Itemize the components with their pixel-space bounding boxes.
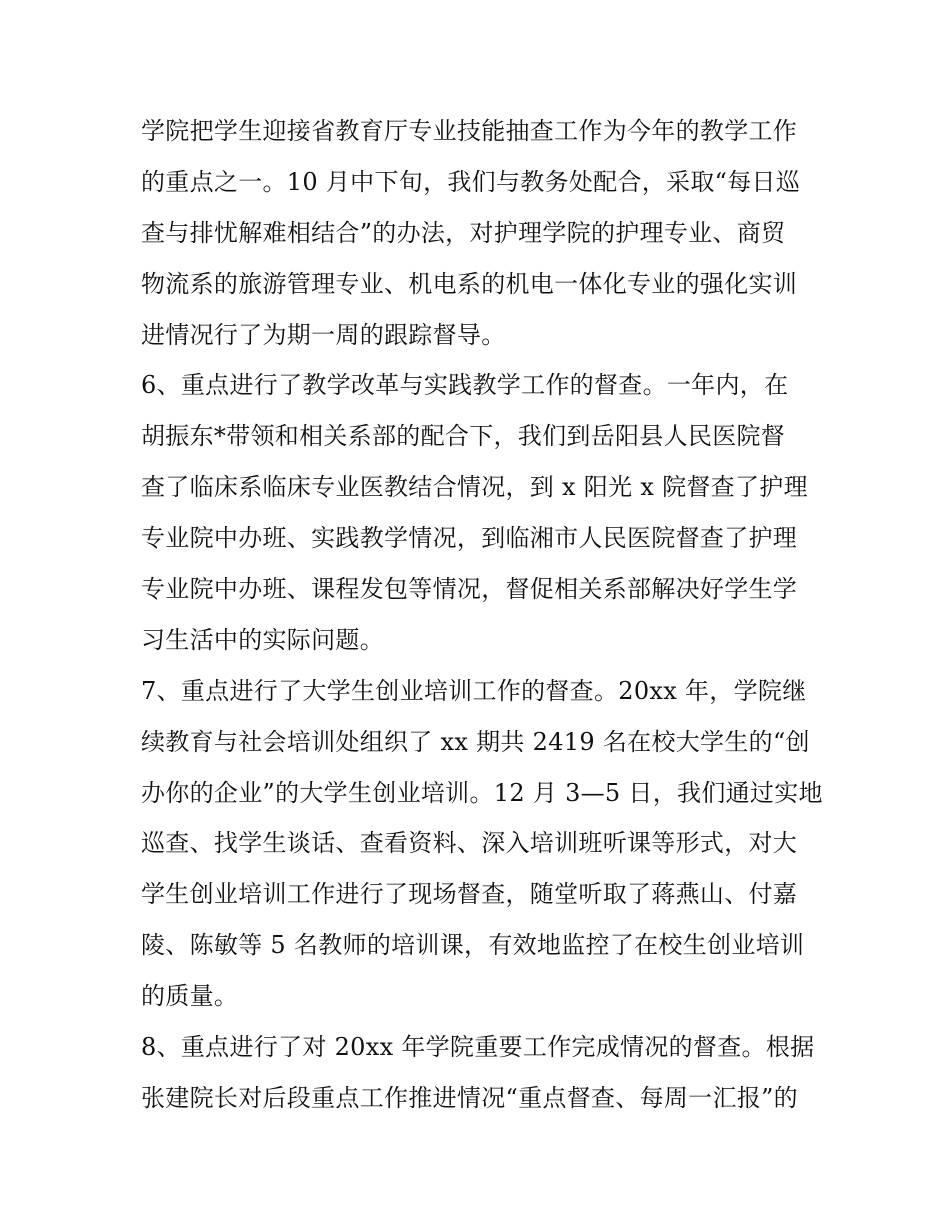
text-line: 查了临床系临床专业医教结合情况，到 x 阳光 x 院督查了护理 xyxy=(141,473,808,502)
text-line: 8、重点进行了对 20xx 年学院重要工作完成情况的督查。根据 xyxy=(141,1033,815,1062)
text-line: 7、重点进行了大学生创业培训工作的督查。20xx 年，学院继 xyxy=(141,676,807,705)
text-line: 巡查、找学生谈话、查看资料、深入培训班听课等形式，对大 xyxy=(141,829,798,858)
text-line: 物流系的旅游管理专业、机电系的机电一体化专业的强化实训 xyxy=(141,269,798,298)
text-line: 胡振东*带领和相关系部的配合下，我们到岳阳县人民医院督 xyxy=(141,422,786,451)
text-line: 专业院中办班、课程发包等情况，督促相关系部解决好学生学 xyxy=(141,575,798,604)
text-line: 学院把学生迎接省教育厅专业技能抽查工作为今年的教学工作 xyxy=(141,117,798,145)
text-line: 张建院长对后段重点工作推进情况“重点督查、每周一汇报”的 xyxy=(141,1083,798,1112)
text-line: 办你的企业”的大学生创业培训。12 月 3—5 日，我们通过实地 xyxy=(141,778,823,807)
text-line: 的质量。 xyxy=(141,982,239,1011)
text-line: 陵、陈敏等 5 名教师的培训课，有效地监控了在校生创业培训 xyxy=(141,931,805,960)
text-line: 续教育与社会培训处组织了 xx 期共 2419 名在校大学生的“创 xyxy=(141,727,810,756)
body-text xyxy=(141,106,821,1124)
text-line: 查与排忧解难相结合”的办法，对护理学院的护理专业、商贸 xyxy=(141,218,786,247)
text-line: 的重点之一。10 月中下旬，我们与教务处配合，采取“每日巡 xyxy=(141,167,801,196)
text-line: 进情况行了为期一周的跟踪督导。 xyxy=(141,320,506,349)
text-line: 6、重点进行了教学改革与实践教学工作的督查。一年内，在 xyxy=(141,371,789,400)
text-line: 学生创业培训工作进行了现场督查，随堂听取了蒋燕山、付嘉 xyxy=(141,880,798,909)
text-line: 专业院中办班、实践教学情况，到临湘市人民医院督查了护理 xyxy=(141,524,798,553)
text-line: 习生活中的实际问题。 xyxy=(141,625,384,654)
